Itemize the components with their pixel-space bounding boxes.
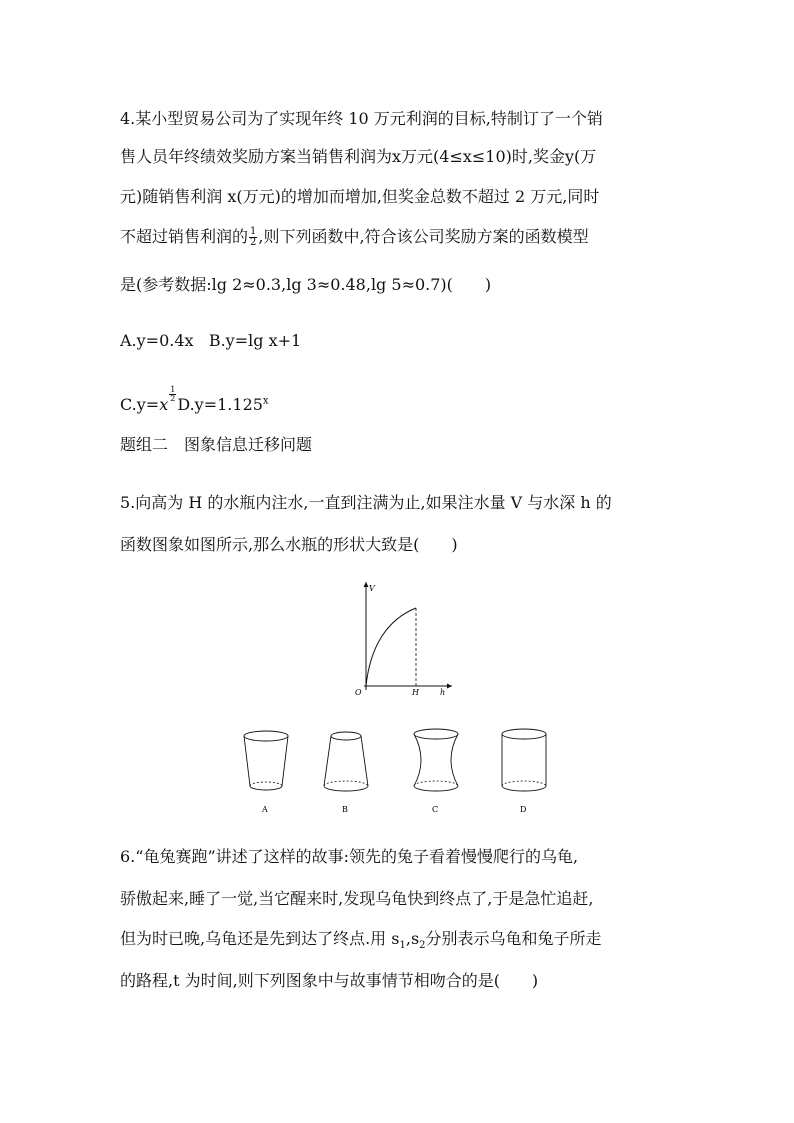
bottle-a-label: A	[262, 805, 268, 814]
bottle-b	[324, 732, 368, 814]
q4-option-d-prefix: D.y=1.125	[177, 395, 263, 414]
h-mark-label: H	[412, 688, 419, 697]
q4-option-c-base: x	[159, 395, 169, 414]
q4-line-4	[120, 226, 589, 248]
q4-options-cd	[120, 386, 269, 416]
bottle-options-figure	[236, 720, 566, 820]
q4-line-2: 售人员年终绩效奖励方案当销售利润为x万元(4≤x≤10)时,奖金y(万	[120, 147, 597, 166]
q6-line-3	[120, 928, 602, 950]
q4-option-c-exponent	[169, 386, 176, 403]
y-axis-arrow	[364, 582, 369, 587]
q4-option-c-prefix: C.y=	[120, 395, 160, 414]
volume-depth-graph	[336, 578, 456, 698]
x-axis-label: h	[440, 688, 446, 697]
s2-subscript: 2	[419, 940, 426, 952]
q6-line-3-pre: 但为时已晚,乌龟还是先到达了终点.用 s	[120, 929, 400, 948]
q4-option-a: A.y=0.4x	[120, 331, 194, 350]
q4-option-b: B.y=lg x+1	[208, 331, 302, 350]
q6-line-3-post: 分别表示乌龟和兔子所走	[425, 929, 602, 948]
q6-line-2: 骄傲起来,睡了一觉,当它醒来时,发现乌龟快到终点了,于是急忙追赶,	[120, 889, 594, 908]
q4-options-ab	[120, 330, 301, 352]
q4-line-5: 是(参考数据:lg 2≈0.3,lg 3≈0.48,lg 5≈0.7)( )	[120, 275, 492, 294]
q4-line-4-post: ,则下列函数中,符合该公司奖励方案的函数模型	[258, 227, 589, 246]
q6-line-4: 的路程,t 为时间,则下列图象中与故事情节相吻合的是( )	[120, 971, 539, 990]
volume-curve	[366, 608, 416, 686]
half-fraction-denominator: 2	[250, 237, 257, 248]
bottle-b-label: B	[342, 805, 348, 814]
bottle-d	[502, 729, 546, 814]
x-axis-arrow	[447, 684, 452, 689]
bottle-c-label: C	[432, 805, 439, 814]
half-fraction	[249, 227, 257, 248]
y-axis-label: V	[369, 584, 375, 593]
q6-line-1: 6.“龟兔赛跑”讲述了这样的故事:领先的兔子看着慢慢爬行的乌龟,	[120, 847, 579, 866]
q5-line-2: 函数图象如图所示,那么水瓶的形状大致是( )	[120, 535, 458, 554]
bottle-c	[414, 729, 458, 814]
half-fraction-numerator: 1	[250, 226, 257, 237]
q4-option-d-exponent: x	[262, 395, 269, 407]
q4-line-3: 元)随销售利润 x(万元)的增加而增加,但奖金总数不超过 2 万元,同时	[120, 187, 600, 206]
s1-subscript: 1	[399, 940, 406, 952]
q4-option-c-exp-den: 2	[170, 394, 176, 403]
origin-label: O	[355, 688, 362, 697]
q4-line-4-pre: 不超过销售利润的	[120, 227, 249, 246]
bottle-a	[244, 731, 288, 814]
q4-line-1: 4.某小型贸易公司为了实现年终 10 万元利润的目标,特制订了一个销	[120, 109, 603, 128]
q6-line-3-mid: ,s	[405, 929, 420, 948]
section-title: 题组二 图象信息迁移问题	[120, 435, 313, 454]
q5-line-1: 5.向高为 H 的水瓶内注水,一直到注满为止,如果注水量 V 与水深 h 的	[120, 493, 612, 512]
q4-option-c-exp-num: 1	[170, 385, 176, 394]
bottle-d-label: D	[520, 805, 527, 814]
